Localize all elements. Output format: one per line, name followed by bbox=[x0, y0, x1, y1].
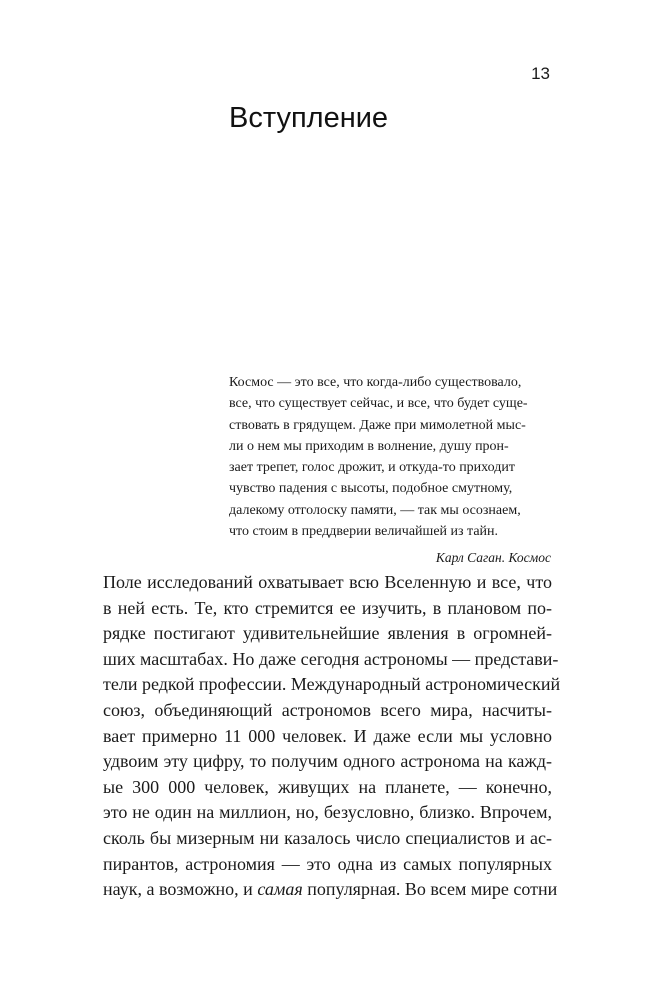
chapter-title: Вступление bbox=[229, 102, 389, 134]
body-line: сколь бы мизерным ни казалось число специалистов и ас- bbox=[103, 827, 552, 848]
body-line: вает примерно 11 000 человек. И даже если мы условно bbox=[103, 725, 552, 746]
body-line: удвоим эту цифру, то получим одного астронома на кажд- bbox=[103, 751, 552, 772]
body-line: тели редкой профессии. Международный астрономический bbox=[103, 674, 561, 695]
epigraph-line: зает трепет, голос дрожит, и откуда-то приходит bbox=[229, 460, 515, 476]
body-line: это не один на миллион, но, безусловно, близко. Впрочем, bbox=[103, 802, 552, 823]
epigraph-line: чувство падения с высоты, подобное смутному, bbox=[229, 481, 513, 497]
body-paragraph bbox=[103, 570, 561, 903]
epigraph-line: далекому отголоску памяти, — так мы осознаем, bbox=[229, 502, 521, 518]
epigraph bbox=[229, 372, 551, 568]
body-line-last-end: популярная. Во всем мире сотни bbox=[302, 879, 558, 900]
body-line: союз, объединяющий астрономов всего мира, насчиты- bbox=[103, 699, 552, 720]
body-line: в ней есть. Те, кто стремится ее изучить, в плановом по- bbox=[103, 597, 552, 618]
body-line: пирантов, астрономия — это одна из самых популярных bbox=[103, 853, 552, 874]
body-line: Поле исследований охватывает всю Вселенную и все, что bbox=[103, 572, 552, 592]
body-line-last-start: наук, а возможно, и bbox=[103, 879, 258, 900]
epigraph-line: ли о нем мы приходим в волнение, душу прон- bbox=[229, 438, 509, 454]
epigraph-line: ствовать в грядущем. Даже при мимолетной мыс- bbox=[229, 417, 526, 433]
emphasis-word: самая bbox=[257, 879, 303, 900]
body-line: ые 300 000 человек, живущих на планете, — конечно, bbox=[103, 776, 552, 797]
body-line: ших масштабах. Но даже сегодня астрономы — представи- bbox=[103, 648, 559, 669]
epigraph-line: что стоим в преддверии величайшей из тайн. bbox=[229, 524, 499, 540]
epigraph-line: Космос — это все, что когда-либо существовало, bbox=[229, 375, 522, 390]
page-number: 13 bbox=[531, 64, 550, 83]
body-line-last bbox=[103, 877, 558, 903]
epigraph-line: все, что существует сейчас, и все, что будет суще- bbox=[229, 396, 528, 412]
body-line: рядке постигают удивительнейшие явления в огромней- bbox=[103, 623, 552, 644]
epigraph-attribution: Карл Саган. Космос bbox=[435, 550, 551, 566]
